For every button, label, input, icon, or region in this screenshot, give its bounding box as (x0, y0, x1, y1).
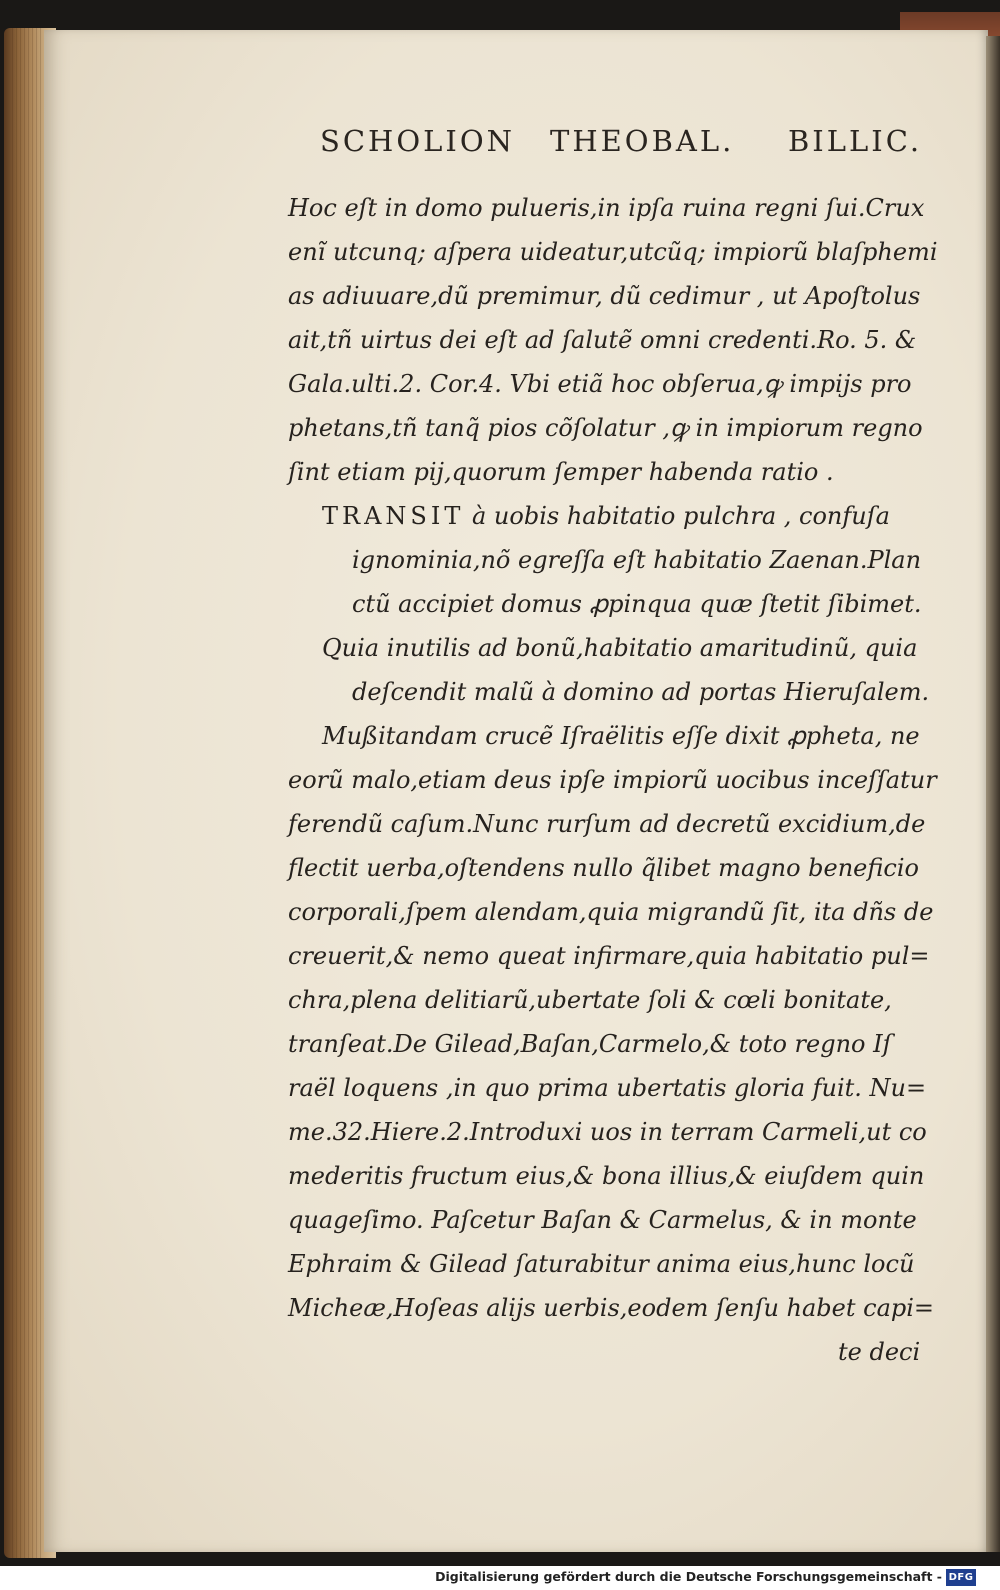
text-line: creuerit,& nemo queat infirmare,quia habitatio pul= (288, 942, 930, 970)
text-line: phetans,tñ tanq̃ pios cõſolatur ,ꝙ in impiorum regno (288, 414, 923, 442)
running-head-middle: THEOBAL. (550, 124, 735, 158)
text-line: ctũ accipiet domus ꝓpinqua quæ ſtetit ſibimet. (352, 590, 922, 618)
text-line: Ephraim & Gilead ſaturabitur anima eius,hunc locũ (288, 1250, 915, 1278)
verse-line-rest: à uobis habitatio pulchra , confuſa (471, 502, 890, 530)
footer-bar (0, 1566, 1000, 1590)
text-line: flectit uerba,oſtendens nullo q̃libet magno beneficio (288, 854, 919, 882)
text-line: Quia inutilis ad bonũ,habitatio amaritudinũ, quia (322, 634, 918, 662)
dfg-logo: DFG (946, 1569, 976, 1586)
text-line: ignominia,nõ egreſſa eſt habitatio Zaenan.Plan (352, 546, 922, 574)
text-line: corporali,ſpem alendam,quia migrandũ ſit, ita dñs de (288, 898, 934, 926)
catchword: te deci (838, 1338, 921, 1366)
text-line: ait,tñ uirtus dei eſt ad ſalutẽ omni credenti.Ro. 5. & (288, 326, 917, 354)
text-line: ferendũ caſum.Nunc rurſum ad decretũ excidium,de (288, 810, 926, 838)
verse-capitals: TRANSIT (322, 502, 465, 530)
text-line: mederitis fructum eius,& bona illius,& eiuſdem quin (288, 1162, 925, 1190)
text-line: as adiuuare,dũ premimur, dũ cedimur , ut Apoſtolus (288, 282, 921, 310)
text-line: Hoc eſt in domo pulueris,in ipſa ruina regni ſui.Crux (288, 194, 925, 222)
text-line: Mußitandam crucẽ Iſraëlitis eſſe dixit ꝓpheta, ne (322, 722, 920, 750)
text-line: enĩ utcunq; aſpera uideatur,utcũq; impiorũ blaſphemi (288, 238, 938, 266)
text-line: me.32.Hiere.2.Introduxi uos in terram Carmeli,ut co (288, 1118, 927, 1146)
text-line: chra,plena delitiarũ,ubertate ſoli & cœli bonitate, (288, 986, 892, 1014)
text-line: tranſeat.De Gilead,Baſan,Carmelo,& toto regno Iſ (288, 1030, 892, 1058)
text-line: ſint etiam pij,quorum ſemper habenda ratio . (288, 458, 834, 486)
text-line: eorũ malo,etiam deus ipſe impiorũ uocibus inceſſatur (288, 766, 937, 794)
text-line: deſcendit malũ à domino ad portas Hieruſalem. (352, 678, 930, 706)
text-line: raël loquens ,in quo prima ubertatis gloria fuit. Nu= (288, 1074, 927, 1102)
text-line: Gala.ulti.2. Cor.4. Vbi etiã hoc obſerua,ꝙ impijs pro (288, 370, 912, 398)
text-line: quageſimo. Paſcetur Baſan & Carmelus, & in monte (288, 1206, 917, 1234)
footer-credit: Digitalisierung gefördert durch die Deutsche Forschungsgemeinschaft - (435, 1569, 942, 1584)
running-head-right: BILLIC. (788, 124, 923, 158)
verse-first-line (322, 496, 890, 536)
text-line: Micheæ,Hoſeas alijs uerbis,eodem ſenſu habet capi= (288, 1294, 935, 1322)
page-right-shadow (986, 36, 1000, 1552)
running-head-left: SCHOLION (320, 124, 515, 158)
